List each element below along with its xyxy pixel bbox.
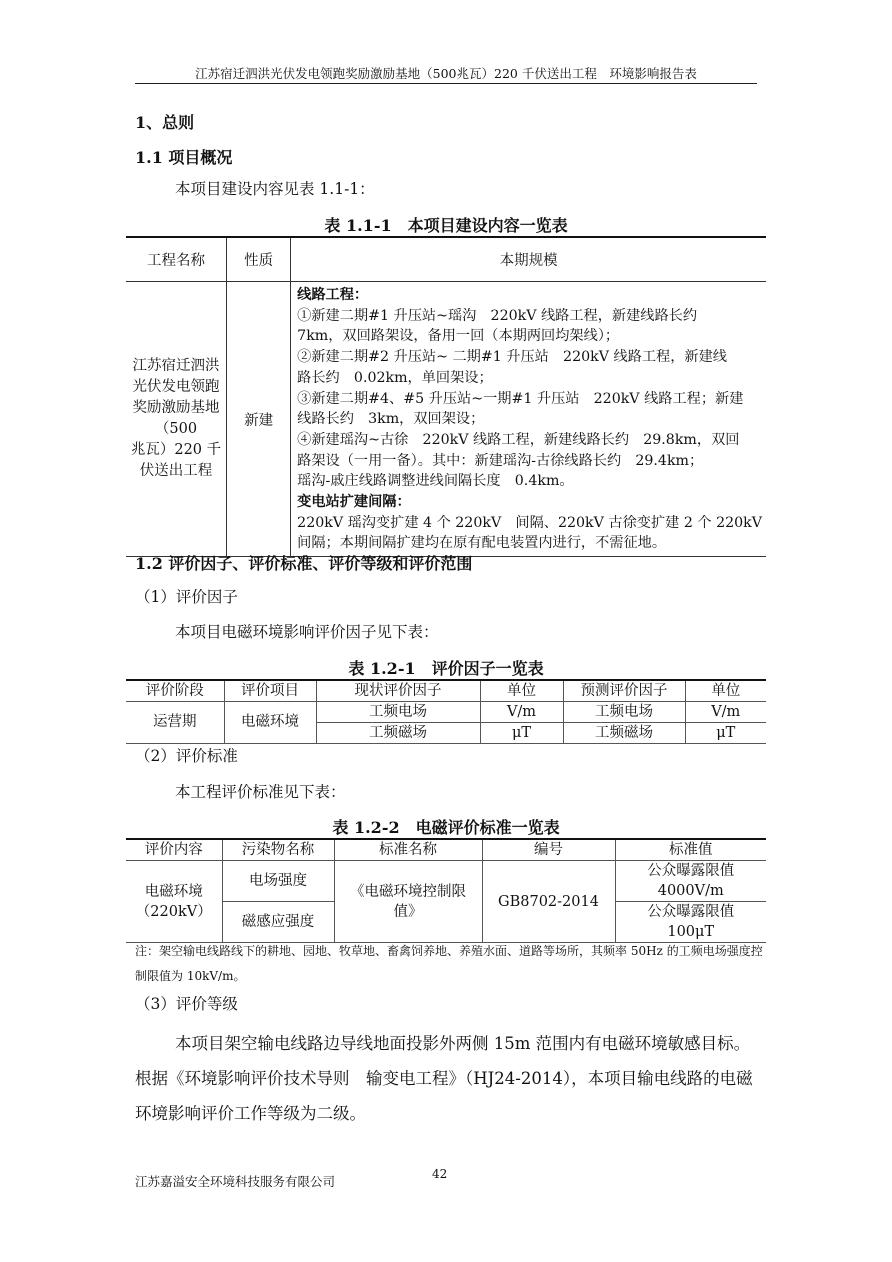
nature-cell: 新建 — [227, 282, 291, 557]
header-cell: 标准值 — [615, 839, 766, 861]
stage-cell: 运营期 — [126, 702, 224, 744]
value-line: 公众曝露限值 — [647, 904, 735, 920]
scope-line: 线路工程： — [297, 287, 369, 303]
table-1-1-title: 表 1.1-1 本项目建设内容一览表 — [324, 216, 568, 235]
header-rule — [135, 83, 757, 84]
table-1-2-1-title: 表 1.2-1 评价因子一览表 — [348, 659, 544, 678]
header-cell: 评价项目 — [224, 680, 316, 702]
scope-line: 220kV 瑶沟变扩建 4 个 220kV 间隔、220kV 古徐变扩建 2 个 220kV — [297, 514, 762, 531]
header-cell: 工程名称 — [126, 237, 227, 282]
scope-line: ③新建二期#4、#5 升压站~一期#1 升压站 220kV 线路工程；新建 — [297, 390, 744, 407]
pollutant-cell: 电场强度 — [222, 861, 334, 902]
footer-company: 江苏嘉溢安全环境科技服务有限公司 — [135, 1174, 336, 1189]
table-cell: V/m — [685, 702, 766, 723]
code-cell: GB8702-2014 — [482, 861, 615, 943]
table-cell: 工频电场 — [316, 702, 480, 723]
section-1-2-heading: 1.2 评价因子、评价标准、评价等级和评价范围 — [135, 554, 473, 573]
section-1-1-heading: 1.1 项目概况 — [135, 148, 233, 167]
header-cell: 单位 — [685, 680, 766, 702]
scope-line: 变电站扩建间隔： — [297, 494, 411, 511]
table-cell: V/m — [480, 702, 563, 723]
value-cell — [615, 861, 766, 902]
header-cell: 评价内容 — [126, 839, 222, 861]
value-line: 100μT — [667, 924, 715, 940]
scope-line: 路长约 0.02km，单回架设； — [297, 369, 493, 386]
project-name-cell — [126, 282, 227, 557]
table-cell: 工频电场 — [563, 702, 685, 723]
project-name-line: 光伏发电领跑 — [132, 379, 220, 396]
value-line: 4000V/m — [657, 883, 724, 899]
subheading-grade: （3）评价等级 — [135, 995, 238, 1013]
standard-name-cell — [334, 861, 482, 943]
table-cell: 工频磁场 — [316, 723, 480, 744]
header-cell: 评价阶段 — [126, 680, 224, 702]
scope-line: ①新建二期#1 升压站~瑶沟 220kV 线路工程，新建线路长约 — [297, 307, 698, 324]
content-line: （220kV） — [135, 903, 212, 920]
subheading-standards: （2）评价标准 — [135, 747, 238, 765]
header-cell: 现状评价因子 — [316, 680, 480, 702]
project-name-line: 奖励激励基地 — [132, 400, 220, 417]
scope-line: 7km，双回路架设，备用一回（本期两回均架线）； — [297, 328, 620, 345]
table-1-2-1 — [126, 679, 766, 744]
subheading-factors: （1）评价因子 — [135, 588, 238, 606]
table-1-2-2-title: 表 1.2-2 电磁评价标准一览表 — [332, 818, 560, 837]
header-cell: 预测评价因子 — [563, 680, 685, 702]
project-name-line: 江苏宿迁泗洪 — [132, 358, 220, 375]
table-header-row — [126, 237, 766, 282]
grade-paragraph: 本项目架空输电线路边导线地面投影外两侧 15m 范围内有电磁环境敏感目标。根据《环境影响评价技术导则 输变电工程》（HJ24-2014），本项目输电线路的电磁环境影响评价工作等级为二级。 — [135, 1034, 753, 1123]
pollutant-cell: 磁感应强度 — [222, 902, 334, 943]
intro-standards: 本工程评价标准见下表： — [175, 783, 346, 801]
scope-line: 间隔；本期间隔扩建均在原有配电装置内进行，不需征地。 — [297, 535, 667, 552]
table-header-row — [126, 839, 766, 861]
project-name-line: （500 — [154, 421, 198, 438]
header-cell: 性质 — [227, 237, 291, 282]
standard-name-line: 《电磁环境控制限 — [350, 883, 466, 900]
intro-1-1: 本项目建设内容见表 1.1-1： — [175, 180, 375, 198]
standard-name-line: 值》 — [393, 903, 423, 920]
page-number: 42 — [432, 1167, 448, 1181]
project-name-line: 伏送出工程 — [139, 463, 213, 480]
scope-line: 线路长约 3km，双回架设； — [297, 411, 485, 428]
header-cell: 本期规模 — [291, 237, 766, 282]
table-cell: μT — [685, 723, 766, 744]
content-line: 电磁环境 — [144, 883, 203, 900]
table-row — [126, 861, 766, 902]
page-header: 江苏宿迁泗洪光伏发电领跑奖励激励基地（500兆瓦）220 千伏送出工程 环境影响报告表 — [195, 66, 697, 81]
scope-line: 路架设（一用一备）。其中：新建瑶沟-古徐线路长约 29.4km； — [297, 452, 704, 469]
scope-line: 瑶沟-戚庄线路调整进线间隔长度 0.4km。 — [297, 473, 574, 490]
table-cell: 工频磁场 — [563, 723, 685, 744]
item-cell: 电磁环境 — [224, 702, 316, 744]
table-row — [126, 282, 766, 557]
content-cell — [126, 861, 222, 943]
project-name-line: 兆瓦）220 千 — [130, 442, 222, 459]
table-1-2-2 — [126, 838, 766, 943]
header-cell: 标准名称 — [334, 839, 482, 861]
header-cell: 编号 — [482, 839, 615, 861]
value-line: 公众曝露限值 — [647, 863, 735, 879]
table-header-row — [126, 680, 766, 702]
header-cell: 单位 — [480, 680, 563, 702]
scope-line: ④新建瑶沟~古徐 220kV 线路工程，新建线路长约 29.8km，双回 — [297, 431, 740, 448]
table-cell: μT — [480, 723, 563, 744]
scope-cell — [291, 282, 766, 557]
intro-1-2: 本项目电磁环境影响评价因子见下表： — [175, 623, 439, 641]
table-row — [126, 702, 766, 723]
scope-line: ②新建二期#2 升压站~ 二期#1 升压站 220kV 线路工程，新建线 — [297, 349, 727, 366]
header-cell: 污染物名称 — [222, 839, 334, 861]
table-note: 注：架空输电线路线下的耕地、园地、牧草地、畜禽饲养地、养殖水面、道路等场所，其频率 50Hz 的工频电场强度控制限值为 10kV/m。 — [135, 944, 763, 983]
section-1-heading: 1、总则 — [135, 113, 195, 132]
table-1-1 — [126, 236, 766, 557]
value-cell — [615, 902, 766, 943]
